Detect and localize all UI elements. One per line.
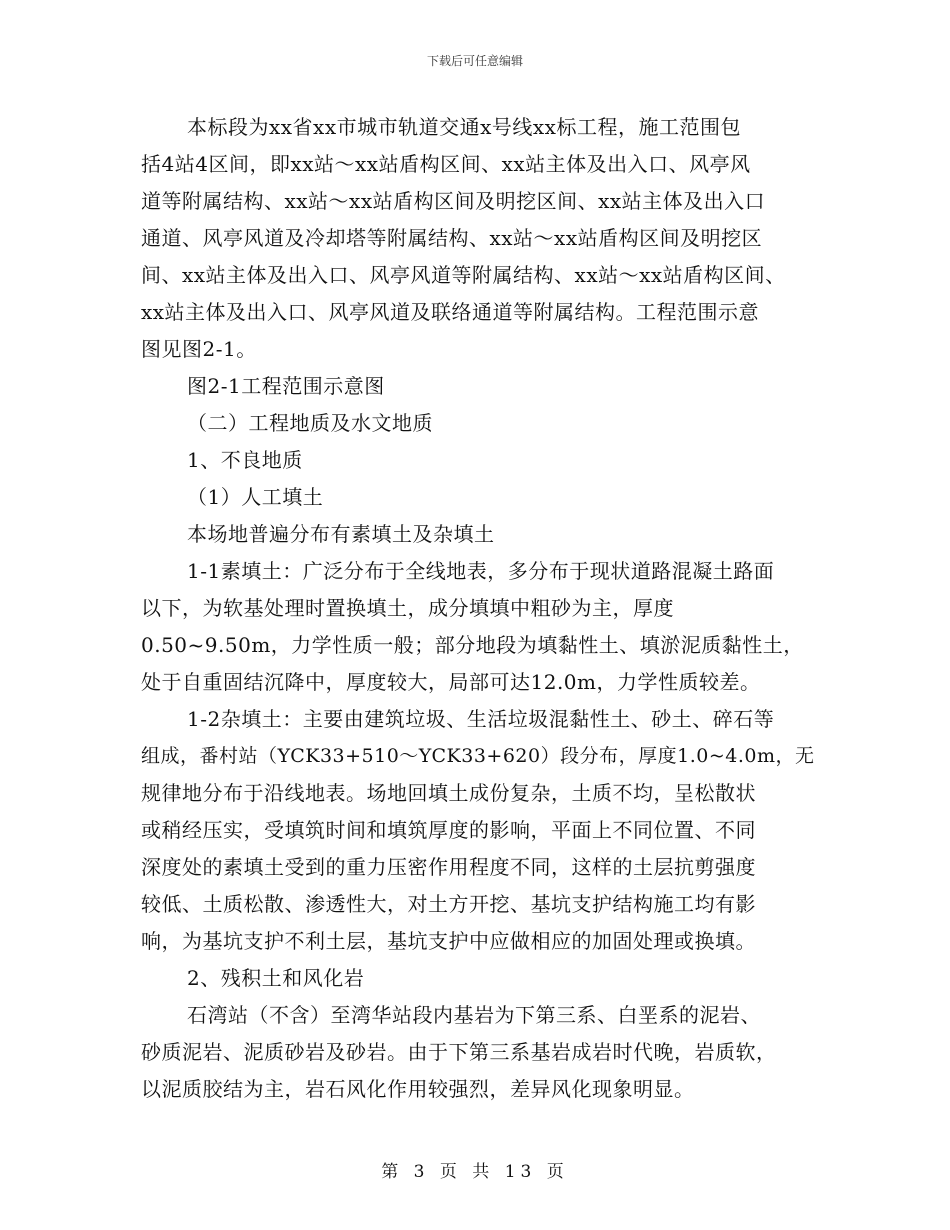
paragraph-line: 规律地分布于沿线地表。场地回填土成份复杂，土质不均，呈松散状 — [141, 781, 756, 805]
paragraph-line: 以泥质胶结为主，岩石风化作用较强烈，差异风化现象明显。 — [141, 1077, 695, 1101]
paragraph-line: 石湾站（不含）至湾华站段内基岩为下第三系、白垩系的泥岩、 — [187, 1003, 761, 1027]
paragraph-line: 深度处的素填土受到的重力压密作用程度不同，这样的土层抗剪强度 — [141, 855, 756, 879]
paragraph-line: 组成，番村站（YCK33+510～YCK33+620）段分布，厚度1.0~4.0m，无 — [141, 745, 815, 767]
page-header: 下载后可任意编辑 — [426, 54, 523, 68]
subsection-heading: 2、残积土和风化岩 — [187, 966, 365, 990]
paragraph-line: 本场地普遍分布有素填土及杂填土 — [187, 522, 495, 546]
paragraph-line: xx站主体及出入口、风亭风道及联络通道等附属结构。工程范围示意 — [141, 300, 760, 324]
subsection-heading: 1、不良地质 — [187, 448, 303, 472]
paragraph-line: 通道、风亭风道及冷却塔等附属结构、xx站～xx站盾构区间及明挖区 — [141, 226, 763, 250]
paragraph-line: 1-1素填土：广泛分布于全线地表，多分布于现状道路混凝土路面 — [187, 559, 775, 583]
document-body — [141, 109, 821, 1108]
paragraph-line: 道等附属结构、xx站～xx站盾构区间及明挖区间、xx站主体及出入口 — [141, 189, 766, 213]
paragraph-line: 0.50~9.50m，力学性质一般；部分地段为填黏性土、填淤泥质黏性土， — [141, 633, 804, 657]
paragraph-line: 处于自重固结沉降中，厚度较大，局部可达12.0m，力学性质较差。 — [141, 670, 761, 694]
paragraph-line: 响，为基坑支护不利土层，基坑支护中应做相应的加固处理或换填。 — [141, 929, 756, 953]
page-footer: 第 3 页 共 13 页 — [381, 1162, 569, 1182]
paragraph-line: 图见图2-1。 — [141, 337, 257, 361]
paragraph-line: 1-2杂填土：主要由建筑垃圾、生活垃圾混黏性土、砂土、碎石等 — [187, 707, 775, 731]
paragraph-line: 括4站4区间，即xx站～xx站盾构区间、xx站主体及出入口、风亭风 — [141, 152, 751, 176]
paragraph-line: 间、xx站主体及出入口、风亭风道等附属结构、xx站～xx站盾构区间、 — [141, 263, 786, 287]
paragraph-line: 砂质泥岩、泥质砂岩及砂岩。由于下第三系基岩成岩时代晚，岩质软， — [141, 1040, 777, 1064]
figure-caption: 图2-1工程范围示意图 — [187, 374, 385, 398]
paragraph-line: 本标段为xx省xx市城市轨道交通x号线xx标工程，施工范围包 — [187, 115, 741, 139]
paragraph-line: 或稍经压实，受填筑时间和填筑厚度的影响，平面上不同位置、不同 — [141, 818, 756, 842]
paragraph-line: 以下，为软基处理时置换填土，成分填填中粗砂为主，厚度 — [141, 596, 674, 620]
paragraph-line: 较低、土质松散、渗透性大，对土方开挖、基坑支护结构施工均有影 — [141, 892, 756, 916]
section-heading: （二）工程地质及水文地质 — [187, 411, 433, 435]
subsection-heading: （1）人工填土 — [187, 485, 324, 509]
